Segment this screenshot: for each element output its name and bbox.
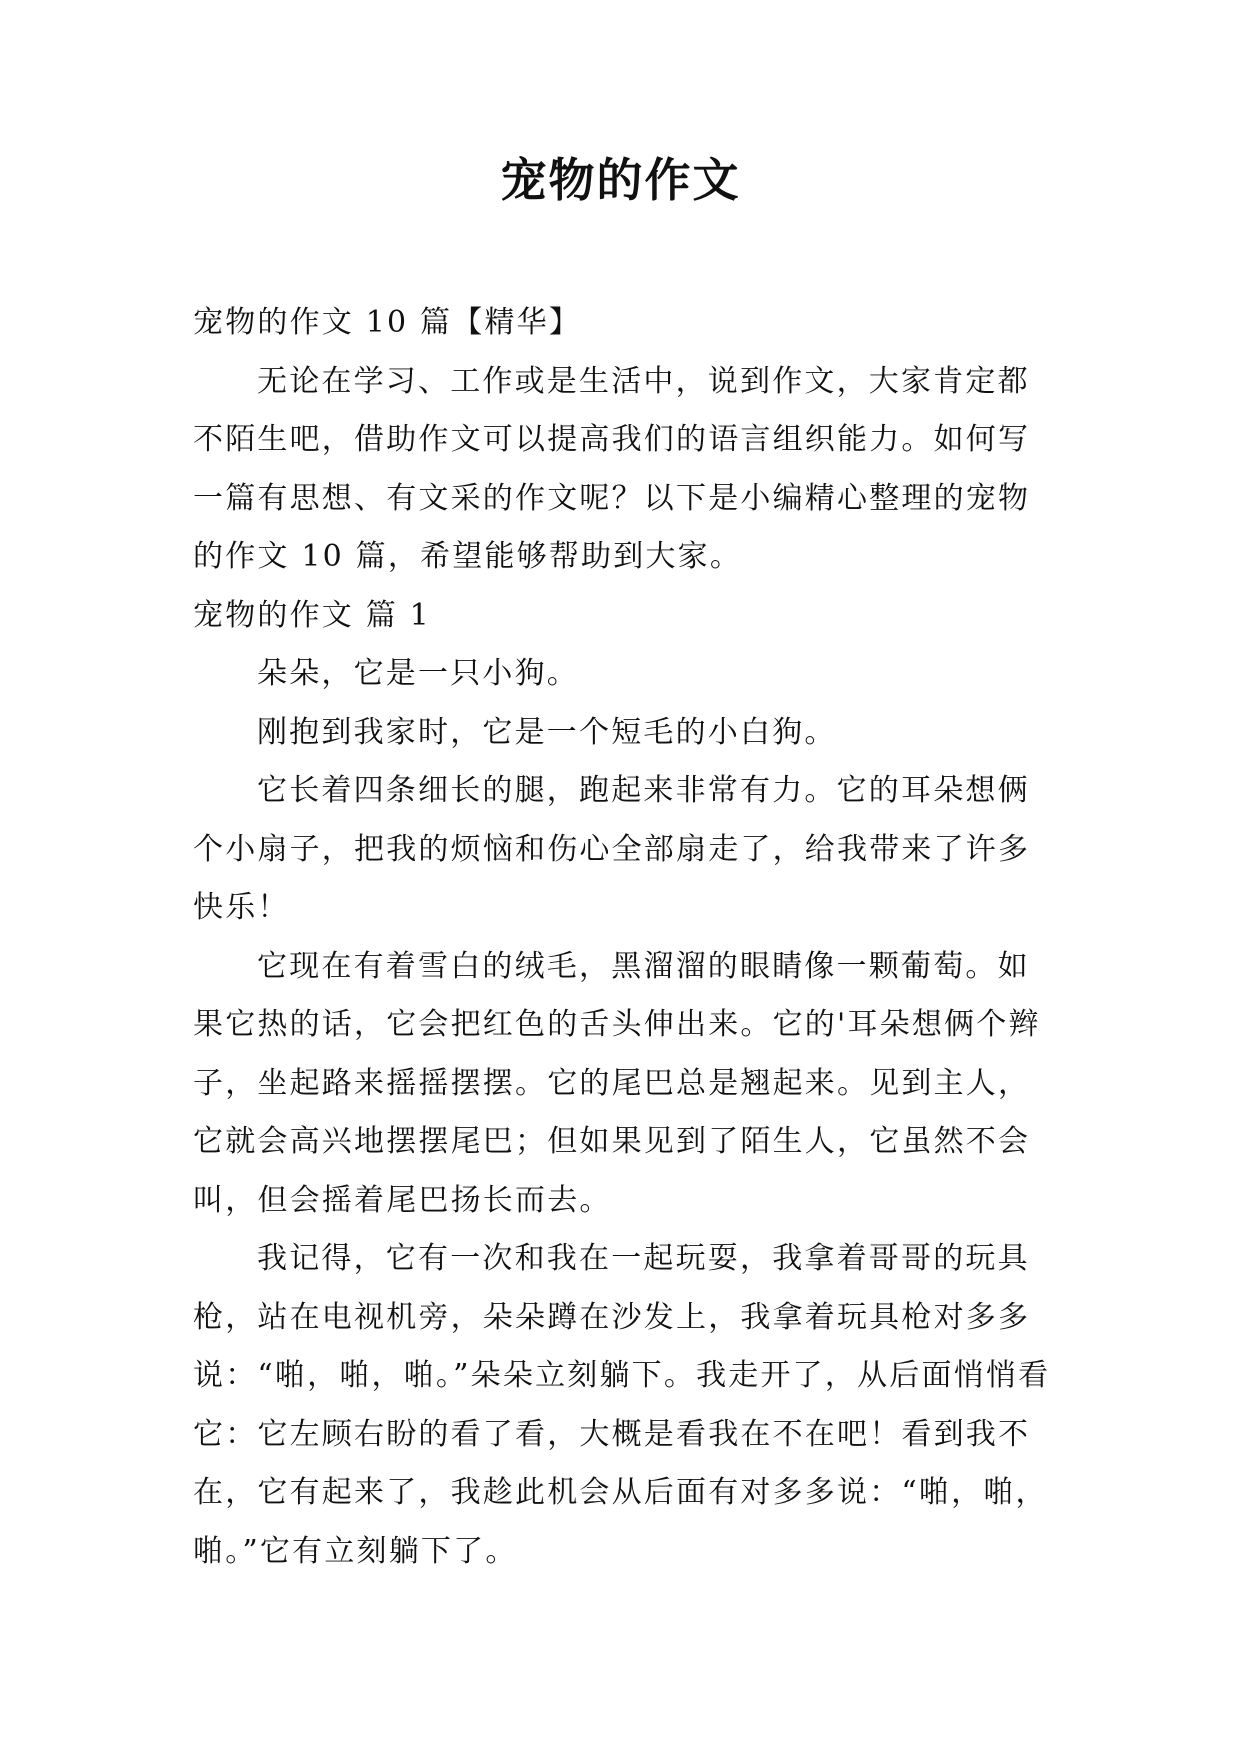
intro-paragraph: 无论在学习、工作或是生活中，说到作文，大家肯定都不陌生吧，借助作文可以提高我们的语言组织能力。如何写一篇有思想、有文采的作文呢？以下是小编精心整理的宠物的作文 10 篇，希望能够帮助到大家。: [193, 363, 1031, 574]
paragraph: 刚抱到我家时，它是一个短毛的小白狗。: [257, 714, 837, 750]
paragraph: 它现在有着雪白的绒毛，黑溜溜的眼睛像一颗葡萄。如果它热的话，它会把红色的舌头伸出来。它的'耳朵想俩个辫子，坐起路来摇摇摆摆。它的尾巴总是翘起来。见到主人，它就会高兴地摆摆尾巴；但如果见到了陌生人，它虽然不会叫，但会摇着尾巴扬长而去。: [193, 948, 1041, 1218]
page-title: 宠物的作文: [500, 153, 741, 207]
section-heading: 宠物的作文 篇 1: [193, 597, 431, 633]
paragraph: 我记得，它有一次和我在一起玩耍，我拿着哥哥的玩具枪，站在电视机旁，朵朵蹲在沙发上，我拿着玩具枪对多多说：“啪，啪，啪。”朵朵立刻躺下。我走开了，从后面悄悄看它：它左顾右盼的看了看，大概是看我在不在吧！看到我不在，它有起来了，我趁此机会从后面有对多多说：“啪，啪，啪。”它有立刻躺下了。: [193, 1241, 1051, 1569]
paragraph: 它长着四条细长的腿，跑起来非常有力。它的耳朵想俩个小扇子，把我的烦恼和伤心全部扇走了，给我带来了许多快乐！: [193, 773, 1031, 925]
paragraph: 朵朵，它是一只小狗。: [257, 656, 579, 691]
subtitle-heading: 宠物的作文 10 篇【精华】: [193, 305, 582, 340]
document-body: [193, 294, 1053, 1581]
